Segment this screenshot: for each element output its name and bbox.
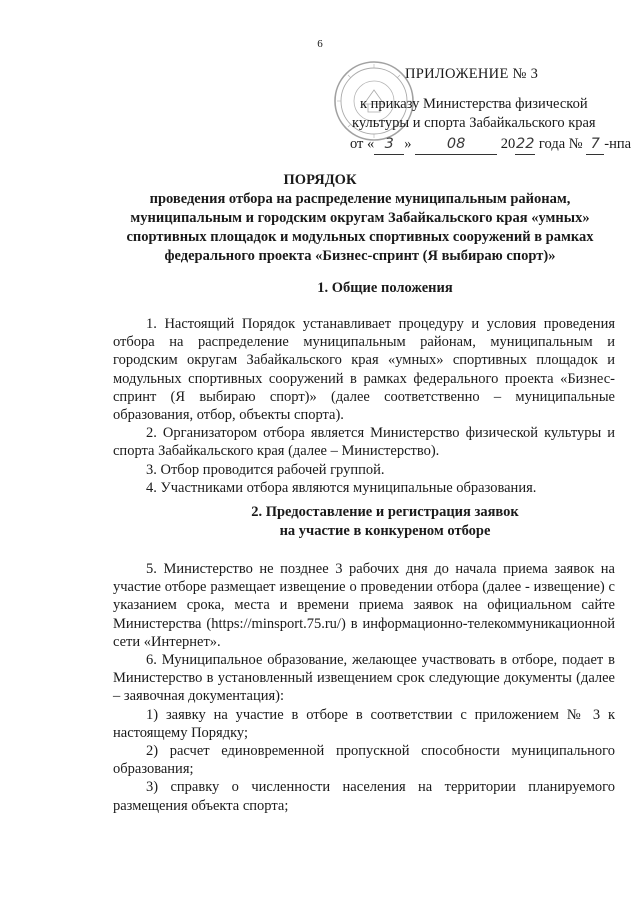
date-prefix: от «	[350, 136, 375, 152]
appendix-title: ПРИЛОЖЕНИЕ № 3	[405, 66, 539, 82]
date-day: 3	[374, 134, 404, 155]
appendix-order-line: к приказу Министерства физической	[360, 96, 588, 112]
paragraph: 3) справку о численности населения на территории планируемого размещения объекта спорта;	[113, 779, 615, 814]
document-subtitle: проведения отбора на распределение муниципальным районам, муниципальным и городским округам Забайкальского края «умных» спортивных площадок и модульных спортивных сооружений в рамках федерального проекта «Бизнес-спринт (Я выбираю спорт)»	[126, 191, 594, 264]
page-number: 6	[317, 38, 323, 50]
section-2-heading-line-2: на участие в конкуреном отборе	[279, 523, 491, 539]
appendix-ministry-line: культуры и спорта Забайкальского края	[352, 115, 596, 131]
paragraph: 2. Организатором отбора является Министерство физической культуры и спорта Забайкальского края (далее – Министерство).	[113, 425, 615, 460]
section-1-body	[113, 315, 615, 497]
section-2-heading-line-1: 2. Предоставление и регистрация заявок	[251, 504, 519, 520]
paragraph: 4. Участниками отбора являются муниципальные образования.	[146, 479, 537, 496]
date-month: 08	[415, 134, 497, 155]
document-title: ПОРЯДОК	[283, 172, 357, 188]
date-year: 22	[515, 134, 535, 155]
paragraph: 2) расчет единовременной пропускной способности муниципального образования;	[113, 743, 615, 778]
paragraph: 1) заявку на участие в отборе в соответствии с приложением № 3 к настоящему Порядку;	[113, 706, 615, 741]
year-prefix: 20	[500, 136, 516, 152]
number-suffix: -нпа	[604, 136, 632, 152]
date-mid: »	[404, 136, 412, 152]
appendix-date-line	[350, 134, 631, 155]
paragraph: 1. Настоящий Порядок устанавливает процедуру и условия проведения отбора на распределение муниципальным районам, муниципальным и городским округам Забайкальского края «умных» спортивных площадок и модульных спортивных сооружений в рамках федерального проекта «Бизнес-спринт (Я выбираю спорт)» (далее соответственно – муниципальные образования, отбор, объекты спорта).	[113, 316, 615, 424]
order-number: 7	[586, 134, 604, 155]
paragraph: 5. Министерство не позднее 3 рабочих дня до начала приема заявок на участие отборе размещает извещение о проведении отбора (далее - извещение) с указанием срока, места и времени приема заявок на официальном сайте Министерства (https://minsport.75.ru/) в информационно-телекоммуникационной сети «Интернет».	[113, 561, 615, 650]
paragraph: 3. Отбор проводится рабочей группой.	[146, 461, 385, 478]
paragraph: 6. Муниципальное образование, желающее участвовать в отборе, подает в Министерство в установленный извещением срок следующие документы (далее – заявочная документация):	[113, 652, 615, 705]
section-2-body	[113, 560, 615, 815]
section-1-heading: 1. Общие положения	[317, 280, 453, 296]
number-prefix: года №	[538, 136, 583, 152]
